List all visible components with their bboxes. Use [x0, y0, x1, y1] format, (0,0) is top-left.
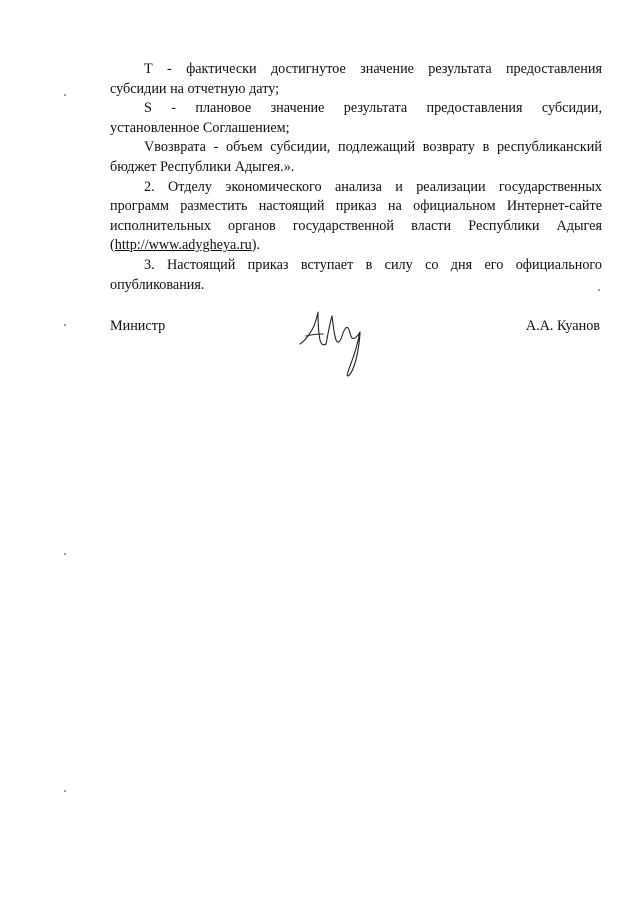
link-open-paren: (	[110, 237, 115, 254]
item-2-line-2: программ разместить настоящий приказ на официальном Интернет-сайте	[110, 198, 602, 215]
item-2-line-4	[110, 236, 602, 256]
item-2-line-1: 2. Отделу экономического анализа и реализации государственных	[144, 178, 602, 195]
definition-t-line-1: Т - фактически достигнутое значение результата предоставления	[144, 61, 602, 77]
handwritten-signature	[296, 300, 376, 382]
item-2-line-3: исполнительных органов государственной власти Республики Адыгея	[110, 217, 602, 234]
item-3-line-2: опубликования.	[110, 276, 205, 293]
item-3	[110, 256, 602, 295]
definition-s-line-2: установленное Соглашением;	[110, 119, 290, 136]
scan-mark	[64, 553, 66, 555]
definition-s	[110, 99, 602, 138]
definition-s-line-1: S - плановое значение результата предоставления субсидии,	[144, 100, 602, 117]
item-3-line-1: 3. Настоящий приказ вступает в силу со дня его официального	[144, 256, 602, 273]
scan-mark	[64, 94, 66, 96]
definition-t-line-2: субсидии на отчетную дату;	[110, 80, 280, 97]
scan-mark	[64, 324, 66, 326]
signatory-position: Министр	[110, 318, 166, 334]
definition-t	[110, 60, 602, 99]
definition-v-line-2: бюджет Республики Адыгея.».	[110, 158, 295, 175]
definition-v	[110, 138, 602, 177]
definition-v-line-1: Vвозврата - объем субсидии, подлежащий возврату в республиканский	[144, 139, 602, 156]
website-link[interactable]: http://www.adygheya.ru	[114, 237, 252, 254]
document-body	[110, 60, 602, 295]
item-2	[110, 178, 602, 256]
scan-mark	[64, 790, 66, 792]
signatory-name: А.А. Куанов	[525, 318, 600, 334]
scan-mark	[598, 289, 600, 291]
link-close-paren: ).	[251, 237, 260, 254]
